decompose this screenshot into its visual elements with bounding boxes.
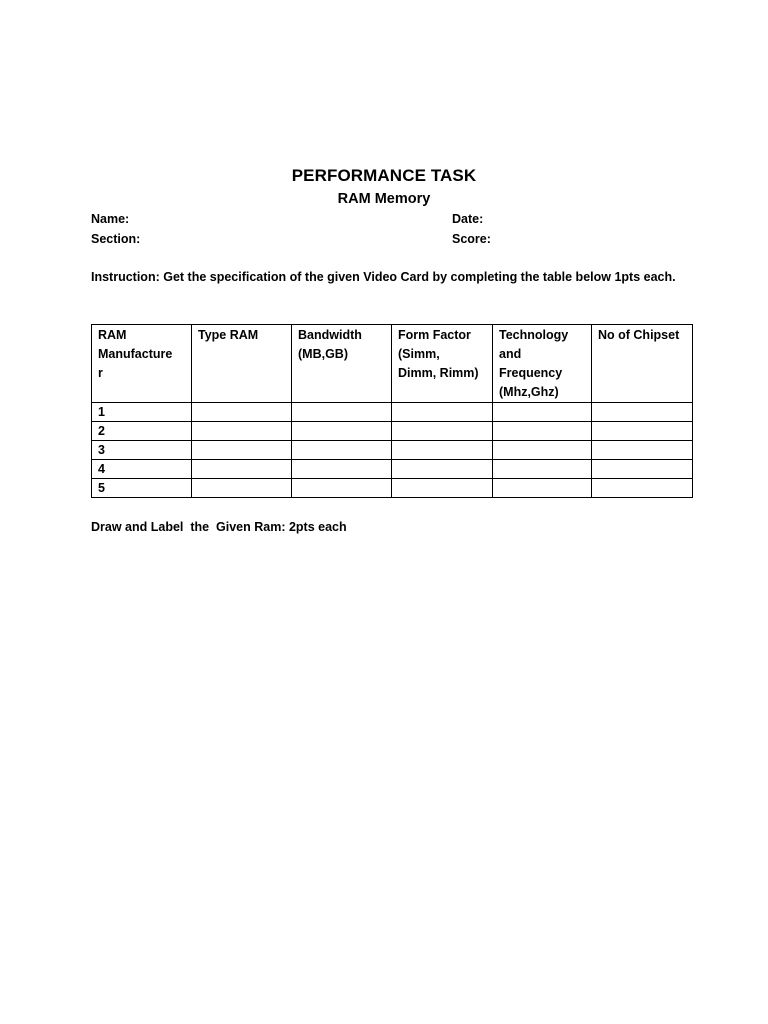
table-row — [92, 441, 693, 460]
table-cell[interactable] — [592, 460, 693, 479]
table-cell[interactable] — [292, 479, 392, 498]
table-row — [92, 460, 693, 479]
section-label: Section: — [91, 232, 141, 246]
column-header-form-factor: Form Factor (Simm, Dimm, Rimm) — [392, 325, 493, 403]
page-subtitle: RAM Memory — [337, 191, 431, 207]
row-number: 3 — [92, 441, 192, 460]
table-cell[interactable] — [493, 422, 592, 441]
column-header-technology-frequency: Technology and Frequency (Mhz,Ghz) — [493, 325, 592, 403]
table-cell[interactable] — [592, 422, 693, 441]
table-cell[interactable] — [493, 460, 592, 479]
table-row — [92, 479, 693, 498]
date-label: Date: — [452, 212, 484, 226]
table-cell[interactable] — [192, 441, 292, 460]
table-cell[interactable] — [292, 422, 392, 441]
table-cell[interactable] — [392, 460, 493, 479]
row-number: 5 — [92, 479, 192, 498]
page-title: PERFORMANCE TASK — [291, 166, 477, 185]
table-cell[interactable] — [493, 441, 592, 460]
table-cell[interactable] — [292, 403, 392, 422]
table-cell[interactable] — [493, 479, 592, 498]
table-cell[interactable] — [192, 403, 292, 422]
table-cell[interactable] — [392, 441, 493, 460]
table-cell[interactable] — [192, 422, 292, 441]
column-header-bandwidth: Bandwidth (MB,GB) — [292, 325, 392, 403]
row-number: 4 — [92, 460, 192, 479]
table-row — [92, 403, 693, 422]
table-cell[interactable] — [592, 479, 693, 498]
table-cell[interactable] — [192, 460, 292, 479]
table-header-row — [92, 325, 693, 403]
column-header-ram-manufacturer: RAM Manufacture r — [92, 325, 192, 403]
table-row — [92, 422, 693, 441]
table-cell[interactable] — [392, 479, 493, 498]
table-cell[interactable] — [592, 441, 693, 460]
specification-table — [91, 324, 693, 498]
table-cell[interactable] — [392, 403, 493, 422]
row-number: 1 — [92, 403, 192, 422]
instruction-text: Instruction: Get the specification of the given Video Card by completing the table below 1pts each. — [91, 270, 676, 284]
score-label: Score: — [452, 232, 491, 246]
table-cell[interactable] — [192, 479, 292, 498]
row-number: 2 — [92, 422, 192, 441]
table-cell[interactable] — [292, 460, 392, 479]
draw-instruction-text: Draw and Label the Given Ram: 2pts each — [91, 520, 347, 534]
table-cell[interactable] — [592, 403, 693, 422]
table-cell[interactable] — [493, 403, 592, 422]
column-header-type-ram: Type RAM — [192, 325, 292, 403]
table-cell[interactable] — [292, 441, 392, 460]
table-cell[interactable] — [392, 422, 493, 441]
name-label: Name: — [91, 212, 130, 226]
column-header-chipset: No of Chipset — [592, 325, 693, 403]
